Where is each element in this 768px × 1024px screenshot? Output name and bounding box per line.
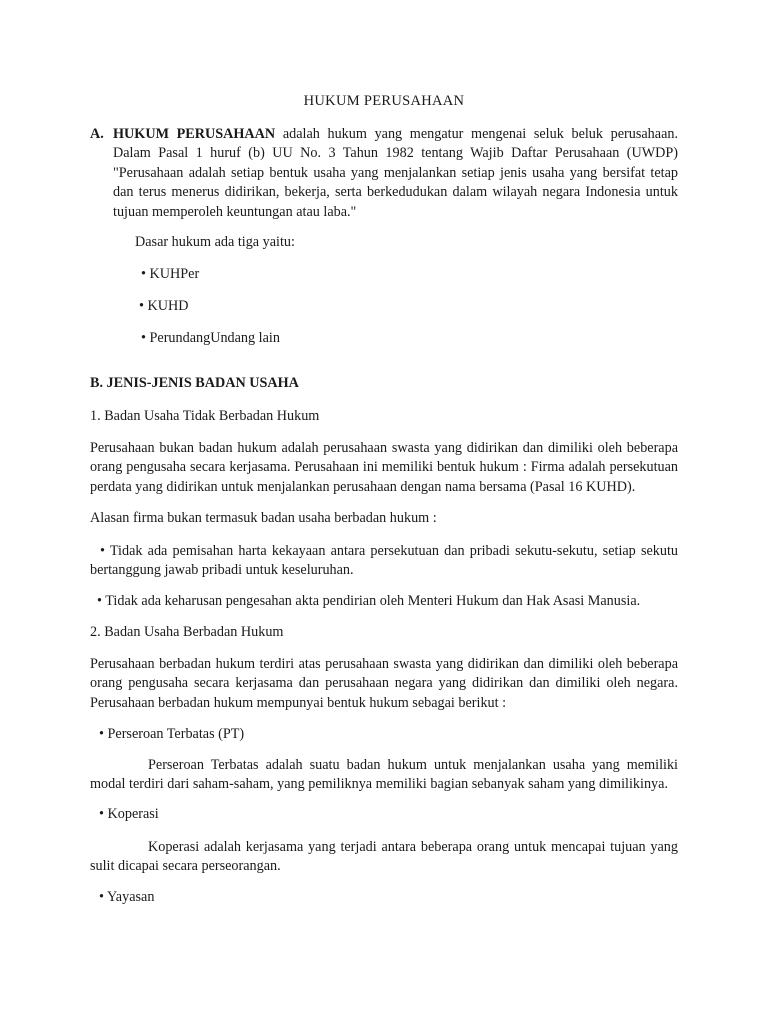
subsection-2-paragraph: Perusahaan berbadan hukum terdiri atas perusahaan swasta yang didirikan dan dimiliki oleh beberapa orang pengusaha secara kerjasama dan perusahaan negara yang didirikan dan dimiliki oleh negara. Perusahaan berbadan hukum mempunyai bentuk hukum sebagai berikut : — [90, 656, 678, 711]
dasar-item-kuhd: • KUHD — [139, 298, 189, 314]
section-b-heading: B. JENIS-JENIS BADAN USAHA — [90, 375, 299, 391]
alasan-item-1: • Tidak ada pemisahan harta kekayaan antara persekutuan dan pribadi sekutu-sekutu, setiap sekutu bertanggung jawab pribadi untuk keseluruhan. — [90, 543, 678, 579]
alasan-item-2: • Tidak ada keharusan pengesahan akta pendirian oleh Menteri Hukum dan Hak Asasi Manusia. — [97, 593, 641, 609]
dasar-item-kuhper: • KUHPer — [141, 266, 200, 282]
bullet-koperasi: • Koperasi — [99, 806, 159, 822]
subsection-1-title: 1. Badan Usaha Tidak Berbadan Hukum — [90, 408, 320, 424]
bullet-perseroan-terbatas: • Perseroan Terbatas (PT) — [99, 726, 245, 742]
subsection-1-paragraph: Perusahaan bukan badan hukum adalah perusahaan swasta yang didirikan dan dimiliki oleh beberapa orang pengusaha secara kerjasama. Perusahaan ini memiliki bentuk hukum : Firma adalah persekutuan perdata yang didirikan untuk menjalankan perusahaan dengan nama bersama (Pasal 16 KUHD). — [90, 440, 678, 495]
dasar-hukum-intro: Dasar hukum ada tiga yaitu: — [135, 234, 295, 250]
koperasi-paragraph: Koperasi adalah kerjasama yang terjadi antara beberapa orang untuk mencapai tujuan yang sulit dicapai secara perseorangan. — [90, 839, 678, 875]
section-a-term: HUKUM PERUSAHAAN — [113, 126, 276, 142]
bullet-yayasan: • Yayasan — [99, 889, 155, 905]
perseroan-terbatas-paragraph: Perseroan Terbatas adalah suatu badan hukum untuk menjalankan usaha yang memiliki modal terdiri dari saham-saham, yang pemiliknya memiliki bagian sebanyak saham yang dimilikinya. — [90, 757, 678, 793]
section-a-body — [113, 125, 678, 222]
dasar-item-perundang: • PerundangUndang lain — [141, 330, 280, 346]
subsection-2-title: 2. Badan Usaha Berbadan Hukum — [90, 624, 284, 640]
section-a-text: adalah hukum yang mengatur mengenai seluk beluk perusahaan. Dalam Pasal 1 huruf (b) UU No. 3 Tahun 1982 tentang Wajib Daftar Perusahaan (UWDP) "Perusahaan adalah setiap bentuk usaha yang menjalankan setiap jenis usaha yang bersifat tetap dan terus menerus didirikan, bekerja, serta berkedudukan dalam wilayah negara Indonesia untuk tujuan memperoleh keuntungan atau laba." — [113, 126, 679, 220]
document-title: HUKUM PERUSAHAAN — [303, 93, 465, 109]
alasan-intro: Alasan firma bukan termasuk badan usaha berbadan hukum : — [90, 510, 437, 526]
section-a-letter: A. — [90, 126, 104, 142]
